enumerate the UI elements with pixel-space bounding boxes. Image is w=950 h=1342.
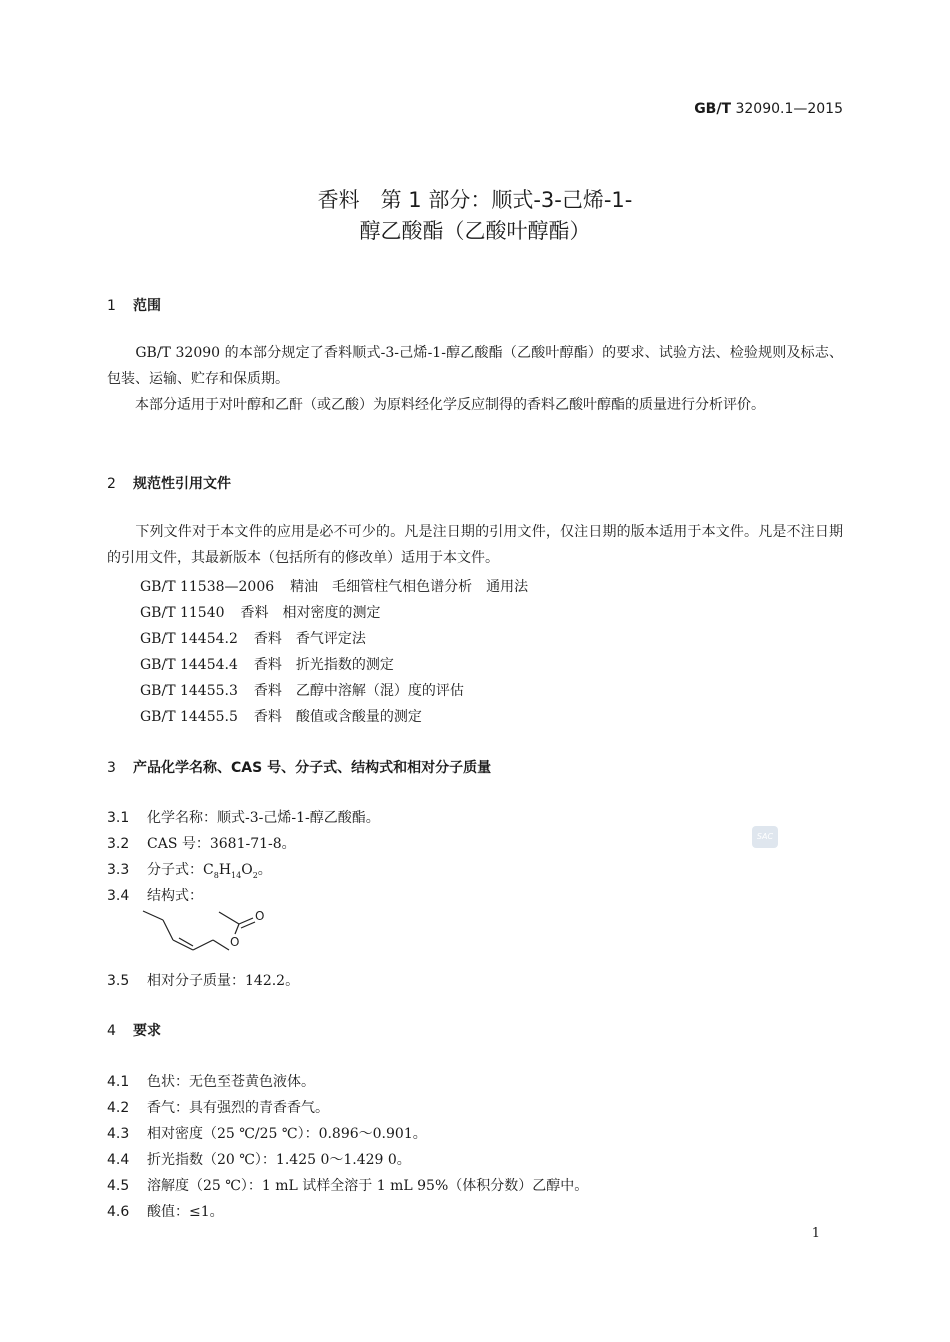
item-3-5: 3.5 相对分子质量：142.2。 bbox=[107, 973, 300, 989]
reference-item: GB/T 14455.5 香料 酸值或含酸量的测定 bbox=[140, 709, 422, 725]
reference-item: GB/T 14454.2 香料 香气评定法 bbox=[140, 631, 366, 647]
reference-item: GB/T 11540 香料 相对密度的测定 bbox=[140, 605, 381, 621]
item-4-4: 4.4 折光指数（20 ℃）：1.425 0～1.429 0。 bbox=[107, 1152, 411, 1168]
section-3-heading: 3 产品化学名称、CAS 号、分子式、结构式和相对分子质量 bbox=[107, 760, 492, 776]
reference-item: GB/T 14454.4 香料 折光指数的测定 bbox=[140, 657, 394, 673]
item-3-2: 3.2 CAS 号：3681-71-8。 bbox=[107, 836, 296, 852]
section-1-paragraph-2: 本部分适用于对叶醇和乙酐（或乙酸）为原料经化学反应制得的香料乙酸叶醇酯的质量进行分析评价。 bbox=[107, 397, 765, 413]
section-2-heading: 2 规范性引用文件 bbox=[107, 476, 231, 492]
structural-formula bbox=[135, 906, 275, 968]
item-4-2: 4.2 香气：具有强烈的青香香气。 bbox=[107, 1100, 329, 1116]
document-title-line2: 醇乙酸酯（乙酸叶醇酯） bbox=[359, 219, 591, 243]
section-1-heading: 1 范围 bbox=[107, 298, 161, 314]
sac-watermark: SAC bbox=[752, 826, 778, 848]
section-1-paragraph-1: GB/T 32090 的本部分规定了香料顺式-3-己烯-1-醇乙酸酯（乙酸叶醇酯）的要求、试验方法、检验规则及标志、包装、运输、贮存和保质期。 bbox=[107, 345, 843, 387]
item-4-3: 4.3 相对密度（25 ℃/25 ℃）：0.896～0.901。 bbox=[107, 1126, 427, 1142]
item-4-5: 4.5 溶解度（25 ℃）：1 mL 试样全溶于 1 mL 95%（体积分数）乙醇中。 bbox=[107, 1178, 589, 1194]
item-3-3: 3.3 分子式：$C_8H_{14}O_2$。 bbox=[107, 862, 272, 880]
reference-item: GB/T 14455.3 香料 乙醇中溶解（混）度的评估 bbox=[140, 683, 464, 699]
document-title-line1: 香料 第 1 部分：顺式-3-己烯-1- bbox=[317, 188, 633, 212]
carbonyl-oxygen-label: O bbox=[255, 909, 265, 923]
ester-oxygen-label: O bbox=[230, 935, 240, 949]
standard-code: GB/T 32090.1—2015 bbox=[694, 101, 843, 117]
section-2-paragraph-1: 下列文件对于本文件的应用是必不可少的。凡是注日期的引用文件，仅注日期的版本适用于本文件。凡是不注日期的引用文件，其最新版本（包括所有的修改单）适用于本文件。 bbox=[107, 524, 843, 566]
item-4-1: 4.1 色状：无色至苍黄色液体。 bbox=[107, 1074, 315, 1090]
reference-item: GB/T 11538—2006 精油 毛细管柱气相色谱分析 通用法 bbox=[140, 579, 529, 595]
item-4-6: 4.6 酸值：≤1。 bbox=[107, 1204, 224, 1220]
section-4-heading: 4 要求 bbox=[107, 1023, 161, 1039]
item-3-1: 3.1 化学名称：顺式-3-己烯-1-醇乙酸酯。 bbox=[107, 810, 380, 826]
page-number: 1 bbox=[811, 1226, 820, 1241]
item-3-4: 3.4 结构式： bbox=[107, 888, 203, 904]
